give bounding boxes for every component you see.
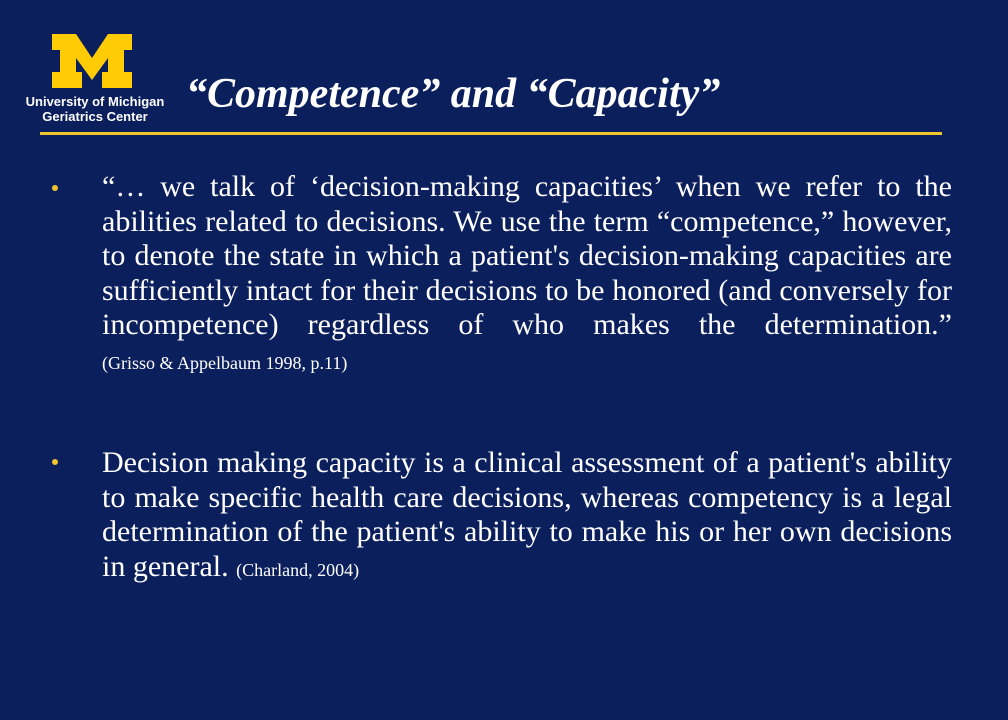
bullet-item-definition [102, 446, 952, 587]
bullet-icon [52, 185, 58, 191]
bullet-text: “… we talk of ‘decision-making capacities’ when we refer to the abilities related to decisions. We use the term “competence,” however, to denote the state in which a patient's decision-making capacities are sufficiently intact for their decisions to be honored (and conversely for incompetence) regardless of who makes the determination.” [102, 170, 952, 341]
bullet-text: Decision making capacity is a clinical assessment of a patient's ability to make specific health care decisions, whereas competency is a legal determination of the patient's ability to make his or her own decisions in general. [102, 446, 952, 583]
bullet-icon [52, 459, 58, 465]
bullet-citation: (Charland, 2004) [236, 559, 360, 580]
bullet-citation: (Grisso & Appelbaum 1998, p.11) [102, 352, 348, 373]
logo-center-name: Geriatrics Center [42, 109, 148, 124]
bullet-item-quote [102, 170, 952, 380]
slide-title: “Competence” and “Capacity” [186, 71, 721, 117]
logo-university-name: University of Michigan [25, 94, 165, 109]
